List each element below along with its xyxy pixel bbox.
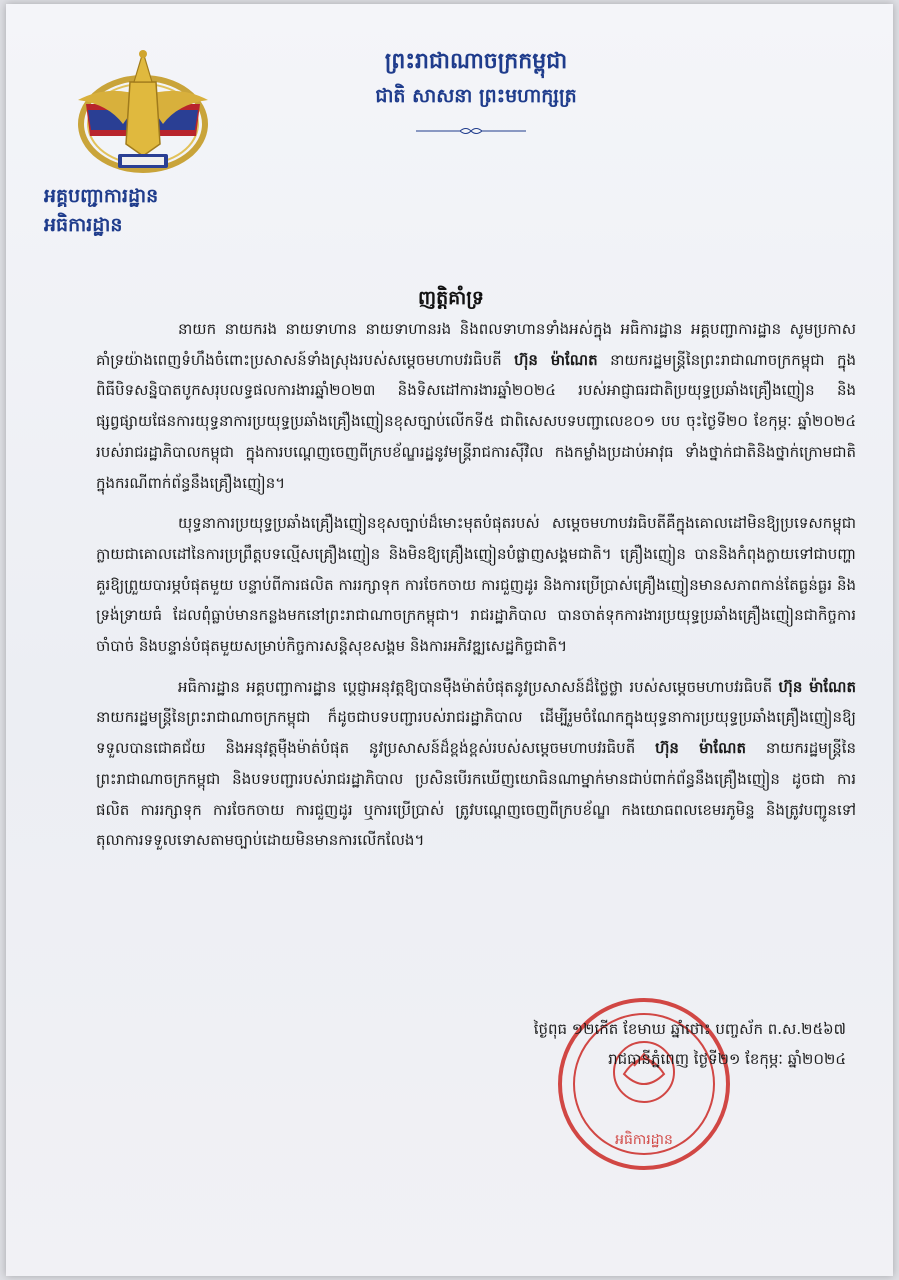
- ministry-line-1: អគ្គបញ្ជាការដ្ឋាន: [44, 185, 159, 207]
- document-page: [6, 4, 893, 1276]
- paragraph-1-text-b: នាយករដ្ឋមន្ត្រីនៃព្រះរាជាណាចក្រកម្ពុជា ក្នុងពិធីបិទសន្និបាតបូកសរុបលទ្ធផលការងារឆ្នាំ២០២៣ និងទិសដៅការងារឆ្នាំ២០២៤ របស់អាជ្ញាធរជាតិប្រយុទ្ធប្រឆាំងគ្រឿងញៀន និងផ្សព្វផ្សាយផែនការយុទ្ធនាការប្រយុទ្ធប្រឆាំងគ្រឿងញៀនខុសច្បាប់លើកទី៥ ជាពិសេសបទបញ្ជាលេខ០១ បប ចុះថ្ងៃទី២០ ខែកុម្ភៈ ឆ្នាំ២០២៤ របស់រាជរដ្ឋាភិបាលកម្ពុជា ក្នុងការបណ្តេញចេញពីក្របខ័ណ្ឌរដ្ឋនូវមន្ត្រីរាជការស៊ីវិល កងកម្លាំងប្រដាប់អាវុធ ទាំងថ្នាក់ជាតិនិងថ្នាក់ក្រោមជាតិ ក្នុងករណីពាក់ព័ន្ធនឹងគ្រឿងញៀន។: [96, 350, 857, 492]
- letter-body: [96, 314, 856, 866]
- lunar-date: ថ្ងៃពុធ ១២កើត ខែមាឃ ឆ្នាំថោះ បញ្ចស័ក ព.ស.២៥៦៧: [533, 1020, 846, 1038]
- paragraph-2: យុទ្ធនាការប្រយុទ្ធប្រឆាំងគ្រឿងញៀនខុសច្បាប់ដ៏មោះមុតបំផុតរបស់ សម្តេចមហាបវរធិបតីគឺក្នុងគោលដៅមិនឱ្យប្រទេសកម្ពុជាក្លាយជាគោលដៅនៃការប្រព្រឹត្តបទល្មើសគ្រឿងញៀន និងមិនឱ្យគ្រឿងញៀនបំផ្លាញសង្គមជាតិ។ គ្រឿងញៀន បាននិងកំពុងក្លាយទៅជាបញ្ហាគួរឱ្យព្រួយបារម្ភបំផុតមួយ បន្ទាប់ពីការផលិត ការរក្សាទុក ការចែកចាយ ការជួញដូរ និងការប្រើប្រាស់គ្រឿងញៀនមានសភាពកាន់តែធ្ងន់ធ្ងរ និងទ្រង់ទ្រាយធំ ដែលពុំធ្លាប់មានកន្លងមកនៅព្រះរាជាណាចក្រកម្ពុជា។ រាជរដ្ឋាភិបាល បានចាត់ទុកការងារប្រយុទ្ធប្រឆាំងគ្រឿងញៀនជាកិច្ចការចាំបាច់ និងបន្ទាន់បំផុតមួយសម្រាប់កិច្ចការសន្តិសុខសង្គម និងការអភិវឌ្ឍសេដ្ឋកិច្ចជាតិ។: [96, 514, 856, 656]
- kingdom-title: ព្រះរាជាណាចក្រកម្ពុជា: [384, 49, 568, 74]
- national-motto: ជាតិ សាសនា ព្រះមហាក្សត្រ: [375, 85, 577, 107]
- paragraph-1: [96, 314, 856, 498]
- ministry-line-2: អធិការដ្ឋាន: [44, 214, 123, 236]
- document-title: ញត្តិគាំទ្រ: [418, 287, 484, 309]
- paragraph-3: [96, 672, 856, 856]
- prime-minister-name: ហ៊ុន ម៉ាណែត: [778, 677, 857, 696]
- paragraph-3-text-c: នាយករដ្ឋមន្ត្រីនៃព្រះរាជាណាចក្រកម្ពុជា និងបទបញ្ជារបស់រាជរដ្ឋាភិបាល ប្រសិនបើរកឃើញយោធិនណាម្នាក់មានជាប់ពាក់ព័ន្ធនឹងគ្រឿងញៀន ដូចជា ការផលិត ការរក្សាទុក ការចែកចាយ ការជួញដូរ ឬការប្រើប្រាស់ ត្រូវបណ្តេញចេញពីក្របខ័ណ្ឌ កងយោធពលខេមរភូមិន្ទ និងត្រូវបញ្ជូនទៅតុលាការទទួលទោសតាមច្បាប់ដោយមិនមានការលើកលែង។: [96, 739, 857, 850]
- prime-minister-name: ហ៊ុន ម៉ាណែត: [655, 739, 747, 758]
- date-block: [386, 1014, 846, 1074]
- paragraph-3-text-b: នាយករដ្ឋមន្ត្រីនៃព្រះរាជាណាចក្រកម្ពុជា ក៏ដូចជាបទបញ្ជារបស់រាជរដ្ឋាភិបាល ដើម្បីរួមចំណែកក្នុងយុទ្ធនាការប្រយុទ្ធប្រឆាំងគ្រឿងញៀនឱ្យទទួលបានជោគជ័យ និងអនុវត្តម៉ឺងម៉ាត់បំផុត នូវប្រសាសន៍ដ៏ខ្ពង់ខ្ពស់របស់សម្តេចមហាបវរធិបតី: [96, 708, 856, 758]
- seal-text: អធិការដ្ឋាន: [615, 1132, 673, 1148]
- military-emblem-icon: [68, 44, 218, 179]
- prime-minister-name: ហ៊ុន ម៉ាណែត: [514, 350, 598, 369]
- ornament-divider: [416, 126, 526, 136]
- ministry-name: [44, 182, 254, 240]
- paragraph-3-text-a: អធិការដ្ឋាន អគ្គបញ្ជាការដ្ឋាន ប្តេជ្ញាអនុវត្តឱ្យបានម៉ឺងម៉ាត់បំផុតនូវប្រសាសន៍ដ៏ថ្លៃថ្លា របស់សម្តេចមហាបវរធិបតី: [178, 677, 779, 696]
- kingdom-header: [326, 46, 626, 110]
- paragraph-1-text-a: នាយក នាយករង នាយទាហាន នាយទាហានរង និងពលទាហានទាំងអស់ក្នុង អធិការដ្ឋាន អគ្គបញ្ជាការដ្ឋាន សូមប្រកាសគាំទ្រយ៉ាងពេញទំហឹងចំពោះប្រសាសន៍ទាំងស្រុងរបស់សម្តេចមហាបវរធិបតី: [96, 320, 856, 369]
- place-and-date: រាជធានីភ្នំពេញ ថ្ងៃទី២១ ខែកុម្ភៈ ឆ្នាំ២០២៤: [608, 1050, 846, 1068]
